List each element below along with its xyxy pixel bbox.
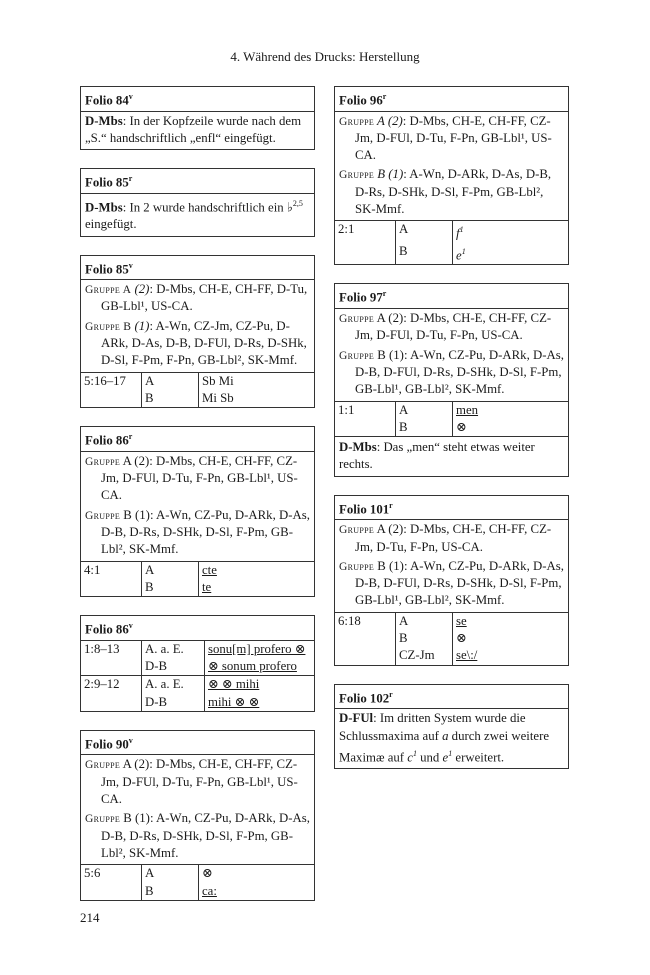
right-column bbox=[334, 86, 569, 787]
entry-title: Folio 90$^v$ bbox=[81, 731, 314, 756]
entry-folio-85r bbox=[80, 168, 315, 236]
variant-table: 5:16–17 A Sb Mi B Mi Sb bbox=[81, 372, 314, 408]
entry-title: Folio 96$^r$ bbox=[335, 87, 568, 112]
entry-folio-86v bbox=[80, 615, 315, 712]
entry-title: Folio 86$^r$ bbox=[81, 427, 314, 452]
entry-note: D-FUl: Im dritten System wurde die Schlussmaxima auf a durch zwei weitere Maximæ auf $c^1$ und $e^1$ erweitert. bbox=[339, 711, 550, 765]
location: 5:16–17 bbox=[81, 372, 142, 390]
variant-table: 1:8–13 A. a. E. sonu[m] profero ⊗ D-B ⊗ sonum profero 2:9–12 A. a. E. ⊗ ⊗ mihi D-B mihi ⊗ ⊗ bbox=[81, 641, 314, 711]
variant-table: 2:1 A $f^1$ B $e^1$ bbox=[335, 220, 568, 264]
entry-folio-101r bbox=[334, 495, 569, 666]
group-b: Gruppe B (1): A-Wn, D-ARk, D-As, D-B, D-Rs, D-SHk, D-Sl, F-Pm, GB-Lbl², SK-Mmf. bbox=[339, 167, 552, 217]
entry-title: Folio 84$^v$ bbox=[81, 87, 314, 112]
group-b: Gruppe B (1): A-Wn, CZ-Pu, D-ARk, D-As, D-B, D-FUl, D-Rs, D-SHk, D-Sl, F-Pm, GB-Lbl¹, GB-Lbl², SK-Mmf. bbox=[339, 347, 564, 397]
entry-folio-96r bbox=[334, 86, 569, 265]
entry-folio-84v bbox=[80, 86, 315, 150]
entry-title: Folio 85$^v$ bbox=[81, 256, 314, 281]
entry-note: D-Mbs: In 2 wurde handschriftlich ein ♭$^{2,5}$ eingefügt. bbox=[85, 198, 303, 232]
group-a: Gruppe A (2): D-Mbs, CH-E, CH-FF, CZ-Jm, D-FUl, D-Tu, F-Pn, US-CA. bbox=[339, 311, 552, 343]
group-b: Gruppe B (1): A-Wn, CZ-Pu, D-ARk, D-As, D-B, D-Rs, D-SHk, D-Sl, F-Pm, GB-Lbl², SK-Mmf. bbox=[85, 811, 310, 860]
entry-title: Folio 86$^v$ bbox=[81, 616, 314, 641]
group-a: Gruppe A (2): D-Mbs, CH-E, CH-FF, CZ-Jm, D-FUl, D-Tu, F-Pn, GB-Lbl¹, US-CA. bbox=[339, 113, 552, 163]
group-b: Gruppe B (1): A-Wn, CZ-Pu, D-ARk, D-As, D-B, D-Rs, D-SHk, D-Sl, F-Pm, GB-Lbl², SK-Mmf. bbox=[85, 507, 310, 557]
group-b: Gruppe B (1): A-Wn, CZ-Pu, D-ARk, D-As, D-B, D-FUl, D-Rs, D-SHk, D-Sl, F-Pm, GB-Lbl¹, GB-Lbl², SK-Mmf. bbox=[339, 558, 564, 608]
group-a: Gruppe A (2): D-Mbs, CH-E, CH-FF, D-Tu, GB-Lbl¹, US-CA. bbox=[85, 282, 308, 314]
entry-folio-86r bbox=[80, 426, 315, 597]
entry-folio-102r bbox=[334, 684, 569, 770]
entry-folio-85v bbox=[80, 255, 315, 409]
running-head: 4. Während des Drucks: Herstellung bbox=[230, 49, 420, 64]
variant-table: 5:6 A ⊗ B ca: bbox=[81, 864, 314, 900]
group-a: Gruppe A (2): D-Mbs, CH-E, CH-FF, CZ-Jm, D-FUl, D-Tu, F-Pn, GB-Lbl¹, US-CA. bbox=[85, 757, 298, 807]
entry-folio-90v bbox=[80, 730, 315, 901]
group-b: Gruppe B (1): A-Wn, CZ-Jm, CZ-Pu, D-ARk, D-As, D-B, D-FUl, D-Rs, D-SHk, D-Sl, F-Pm, F-Pn, GB-Lbl², SK-Mmf. bbox=[85, 318, 307, 368]
variant-table: 4:1 A cte B te bbox=[81, 561, 314, 597]
variant-table: 1:1 A men B ⊗ bbox=[335, 401, 568, 437]
entry-title: Folio 97$^r$ bbox=[335, 284, 568, 309]
entry-title: Folio 101$^r$ bbox=[335, 496, 568, 521]
entry-title: Folio 85$^r$ bbox=[81, 169, 314, 194]
entry-folio-97r bbox=[334, 283, 569, 476]
flat-sign: ♭ bbox=[286, 199, 293, 214]
entry-title: Folio 102$^r$ bbox=[335, 685, 568, 710]
group-a: Gruppe A (2): D-Mbs, CH-E, CH-FF, CZ-Jm, D-FUl, D-Tu, F-Pn, GB-Lbl¹, US-CA. bbox=[85, 453, 298, 503]
entry-note: D-Mbs: In der Kopfzeile wurde nach dem „S.“ handschriftlich „enfl“ eingefügt. bbox=[85, 113, 302, 145]
group-a: Gruppe A (2): D-Mbs, CH-E, CH-FF, CZ-Jm, D-Tu, F-Pn, US-CA. bbox=[339, 522, 552, 554]
variant-table: 6:18 A se B ⊗ CZ-Jm se\:/ bbox=[335, 612, 568, 665]
entry-note: D-Mbs: Das „men“ steht etwas weiter rechts. bbox=[335, 436, 568, 476]
left-column bbox=[80, 86, 315, 919]
page-number: 214 bbox=[80, 910, 100, 925]
